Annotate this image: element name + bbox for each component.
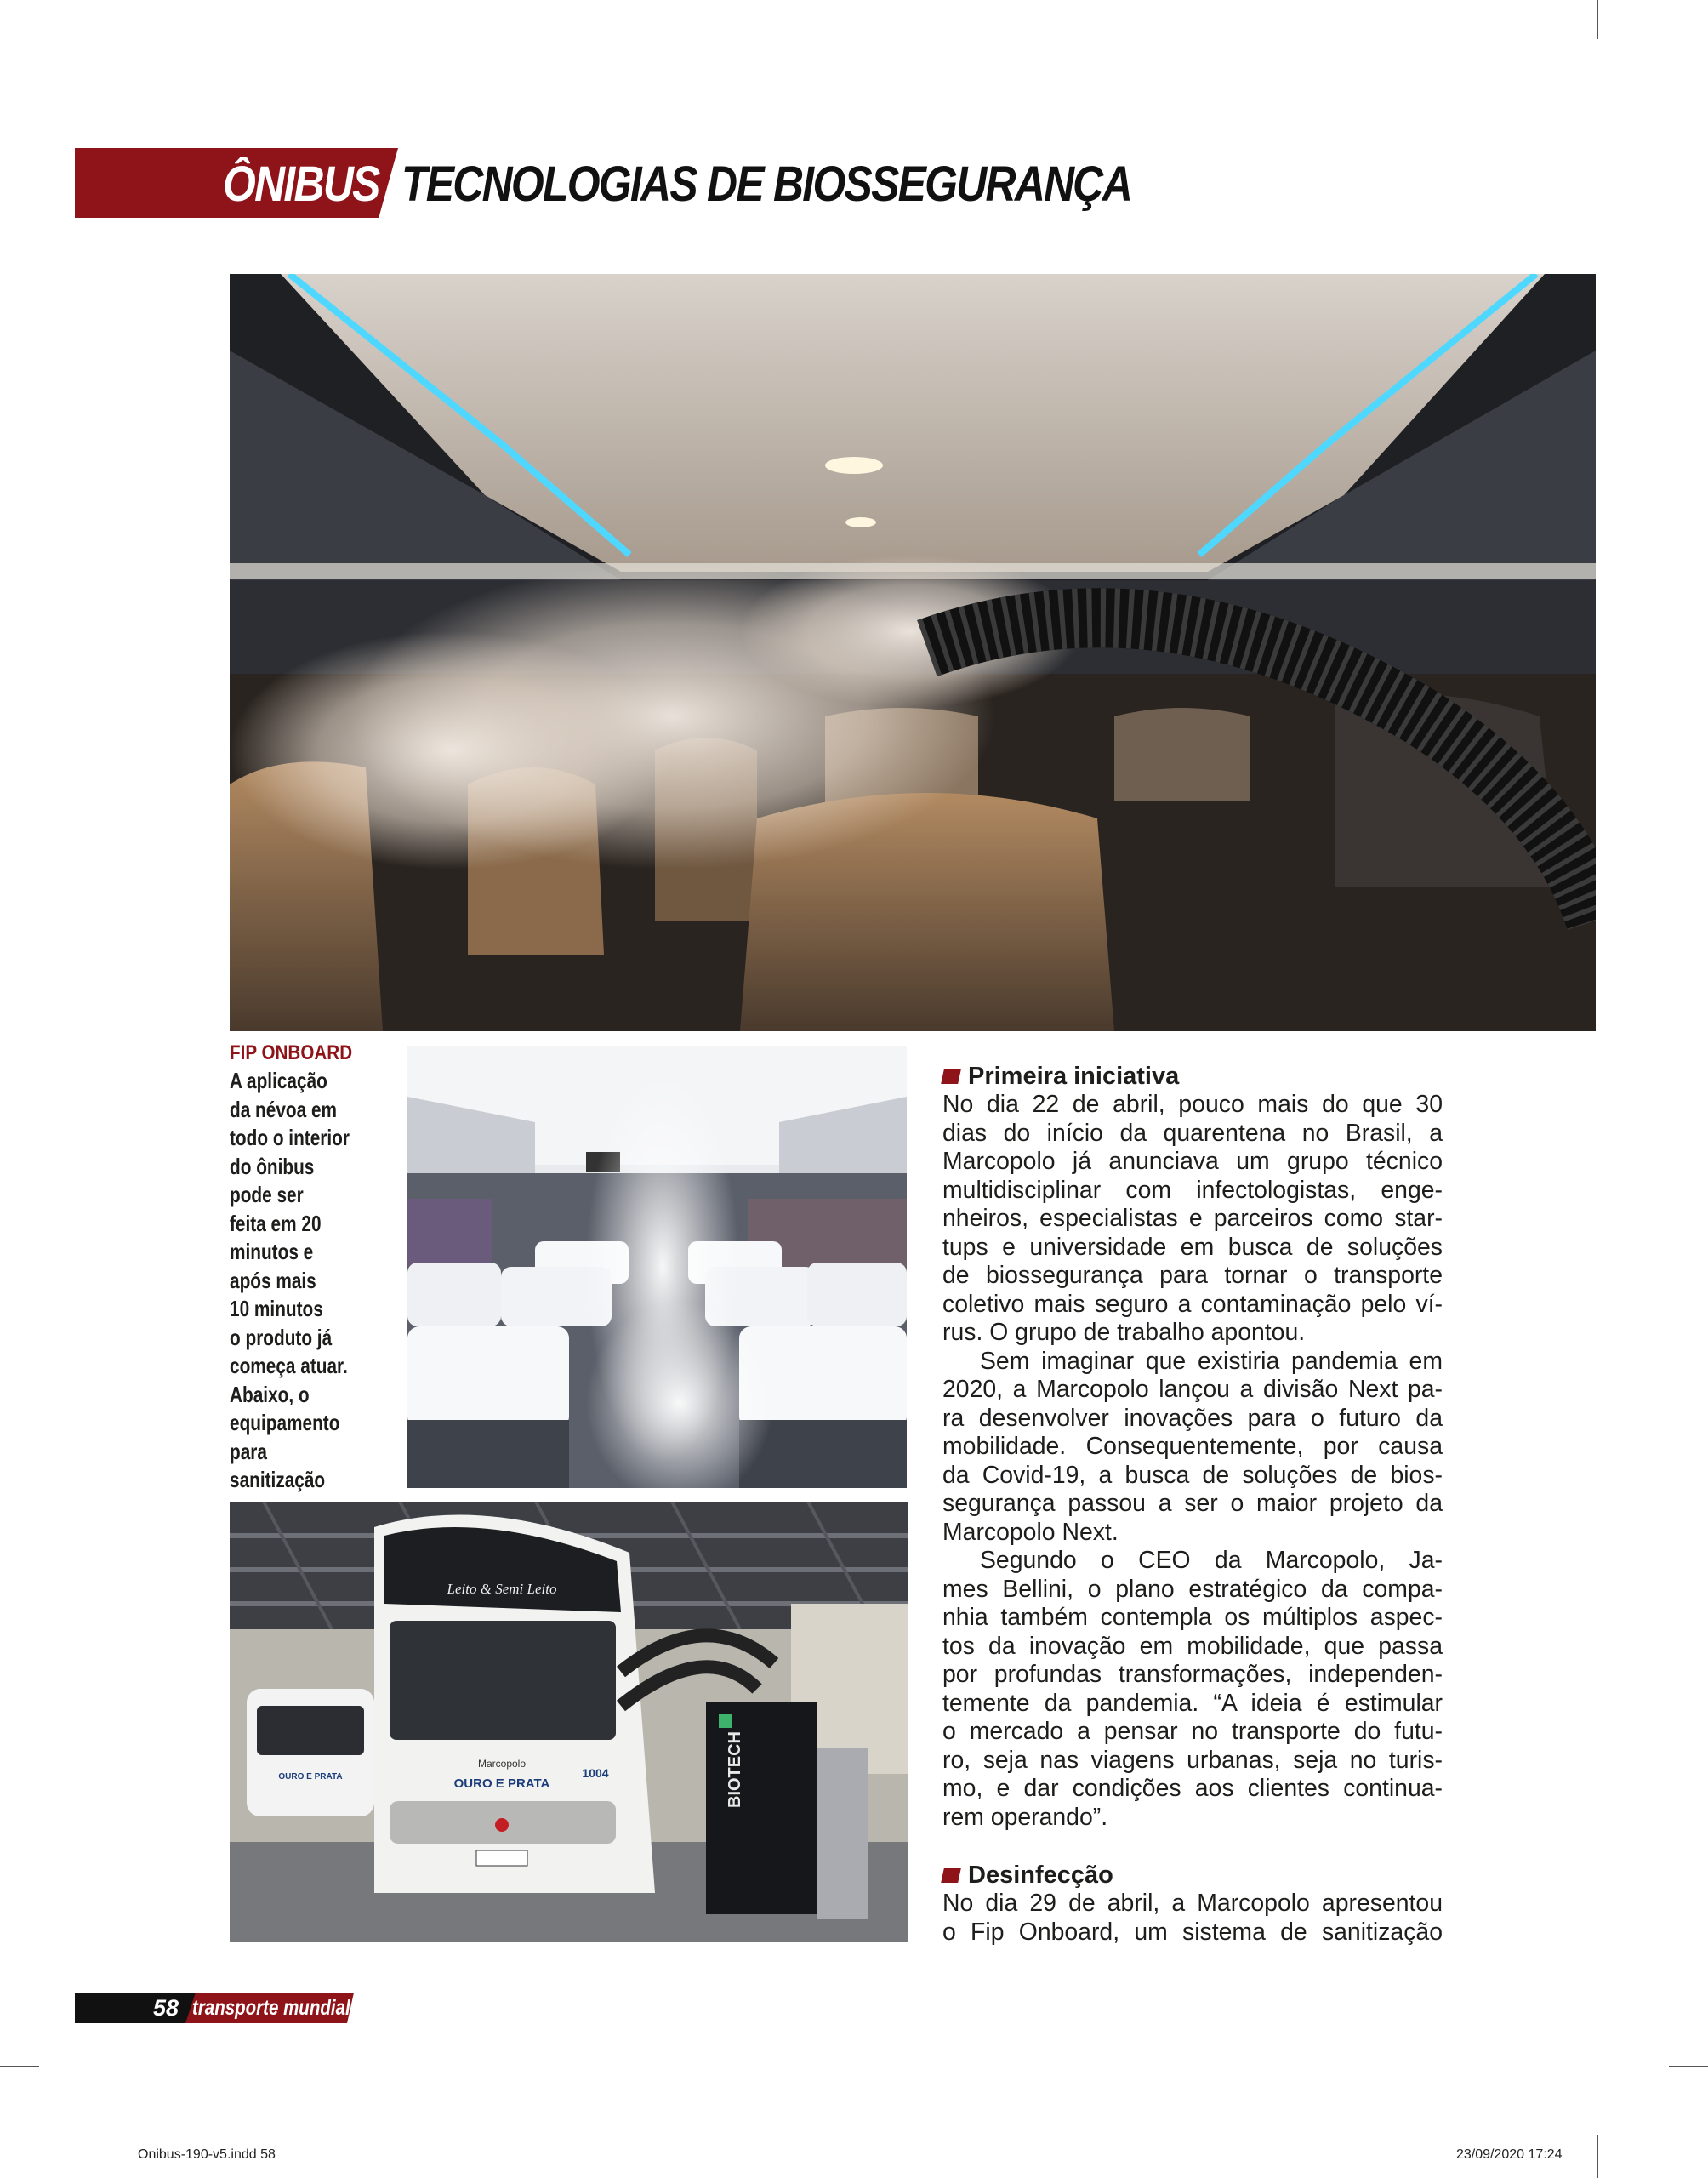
text-line: por profundas transformações, independen-: [942, 1661, 1443, 1688]
crop-mark: [1669, 2066, 1708, 2067]
caption-line: todo o interior: [230, 1125, 350, 1150]
text-line: rem operando”.: [942, 1803, 1108, 1831]
caption-line: após mais: [230, 1267, 316, 1293]
caption-line: feita em 20: [230, 1210, 322, 1236]
caption-line: começa atuar.: [230, 1353, 348, 1378]
text-line: Segundo o CEO da Marcopolo, Ja-: [980, 1547, 1443, 1574]
slug-filename: Onibus-190-v5.indd 58: [138, 2147, 276, 2162]
bus-operator-label: OURO E PRATA: [453, 1776, 550, 1791]
caption-line: sanitização: [230, 1467, 326, 1492]
text-line: Marcopolo Next.: [942, 1518, 1119, 1546]
bullet-square-icon: [941, 1868, 961, 1883]
caption-line: pode ser: [230, 1182, 304, 1207]
subhead-desinfeccao: [942, 1861, 1443, 1890]
caption-line: A aplicação: [230, 1068, 327, 1093]
bullet-square-icon: [941, 1069, 961, 1084]
photo-bus-sanitization-machine: [230, 1502, 908, 1942]
bus-number-label: 1004: [582, 1766, 609, 1780]
caption-line: da névoa em: [230, 1096, 338, 1122]
text-line: nhia também contempla os múltiplos aspec-: [942, 1604, 1443, 1631]
caption-line: para: [230, 1438, 267, 1464]
text-line: ro, seja nas viagens urbanas, seja no turis-: [942, 1746, 1443, 1774]
paragraph-gap: [942, 1832, 1443, 1861]
text-line: multidisciplinar com infectologistas, enge-: [942, 1176, 1443, 1204]
caption-line: do ônibus: [230, 1153, 315, 1179]
photo-white-seats-fog: [407, 1046, 907, 1488]
photo-caption: [230, 1039, 391, 1495]
magazine-name: transporte mundial: [192, 1996, 350, 2020]
subhead-text: Primeira iniciativa: [968, 1063, 1180, 1090]
machine-brand-label: BIOTECH: [726, 1731, 744, 1808]
caption-title: FIP ONBOARD: [230, 1041, 353, 1064]
text-line: nheiros, especialistas e parceiros como star-: [942, 1205, 1443, 1232]
text-line: mobilidade. Consequentemente, por causa: [942, 1433, 1443, 1460]
text-line: ra desenvolver inovações para o futuro da: [942, 1404, 1443, 1432]
caption-line: minutos e: [230, 1239, 314, 1264]
slug-timestamp: 23/09/2020 17:24: [1456, 2147, 1563, 2162]
subhead-primeira-iniciativa: [942, 1062, 1443, 1091]
text-line: 2020, a Marcopolo lançou a divisão Next pa-: [942, 1376, 1443, 1403]
section-label: ÔNIBUS: [223, 157, 379, 212]
text-line: No dia 29 de abril, a Marcopolo apresentou: [942, 1890, 1443, 1917]
text-line: tups e universidade em busca de soluções: [942, 1233, 1443, 1261]
text-line: rus. O grupo de trabalho apontou.: [942, 1319, 1306, 1346]
minibus-operator: OURO E PRATA: [278, 1772, 343, 1782]
main-photo-bus-interior-fog: [230, 274, 1596, 1031]
text-line: mes Bellini, o plano estratégico da compa-: [942, 1575, 1443, 1603]
page-title: TECNOLOGIAS DE BIOSSEGURANÇA: [401, 157, 1132, 212]
caption-line: 10 minutos: [230, 1296, 323, 1321]
text-line: mo, e dar condições aos clientes continua-: [942, 1775, 1443, 1802]
caption-line: o produto já: [230, 1324, 333, 1350]
crop-mark: [1597, 2135, 1598, 2178]
text-line: o Fip Onboard, um sistema de sanitização: [942, 1918, 1443, 1946]
text-line: temente da pandemia. “A ideia é estimular: [942, 1689, 1443, 1717]
text-line: o mercado a pensar no transporte do futu-: [942, 1718, 1443, 1745]
page-number: 58: [153, 1995, 179, 2021]
crop-mark: [0, 2066, 39, 2067]
bus-brand-label: Marcopolo: [477, 1758, 527, 1770]
caption-line: Abaixo, o: [230, 1381, 310, 1407]
text-line: da Covid-19, a busca de soluções de bios-: [942, 1461, 1443, 1489]
text-line: dias do início da quarentena no Brasil, a: [942, 1119, 1443, 1147]
crop-mark: [1597, 0, 1598, 39]
text-line: Marcopolo já anunciava um grupo técnico: [942, 1148, 1443, 1175]
text-line: tos da inovação em mobilidade, que passa: [942, 1632, 1443, 1660]
caption-line: equipamento: [230, 1410, 340, 1435]
text-line: Sem imaginar que existiria pandemia em: [980, 1347, 1443, 1375]
article-column: [942, 1062, 1443, 1947]
subhead-text: Desinfecção: [968, 1862, 1113, 1889]
text-line: No dia 22 de abril, pouco mais do que 30: [942, 1091, 1443, 1118]
text-line: segurança passou a ser o maior projeto da: [942, 1490, 1443, 1517]
bus-destination-sign: Leito & Semi Leito: [447, 1581, 557, 1597]
text-line: de biossegurança para tornar o transporte: [942, 1262, 1443, 1289]
text-line: coletivo mais seguro a contaminação pelo ví-: [942, 1290, 1443, 1318]
